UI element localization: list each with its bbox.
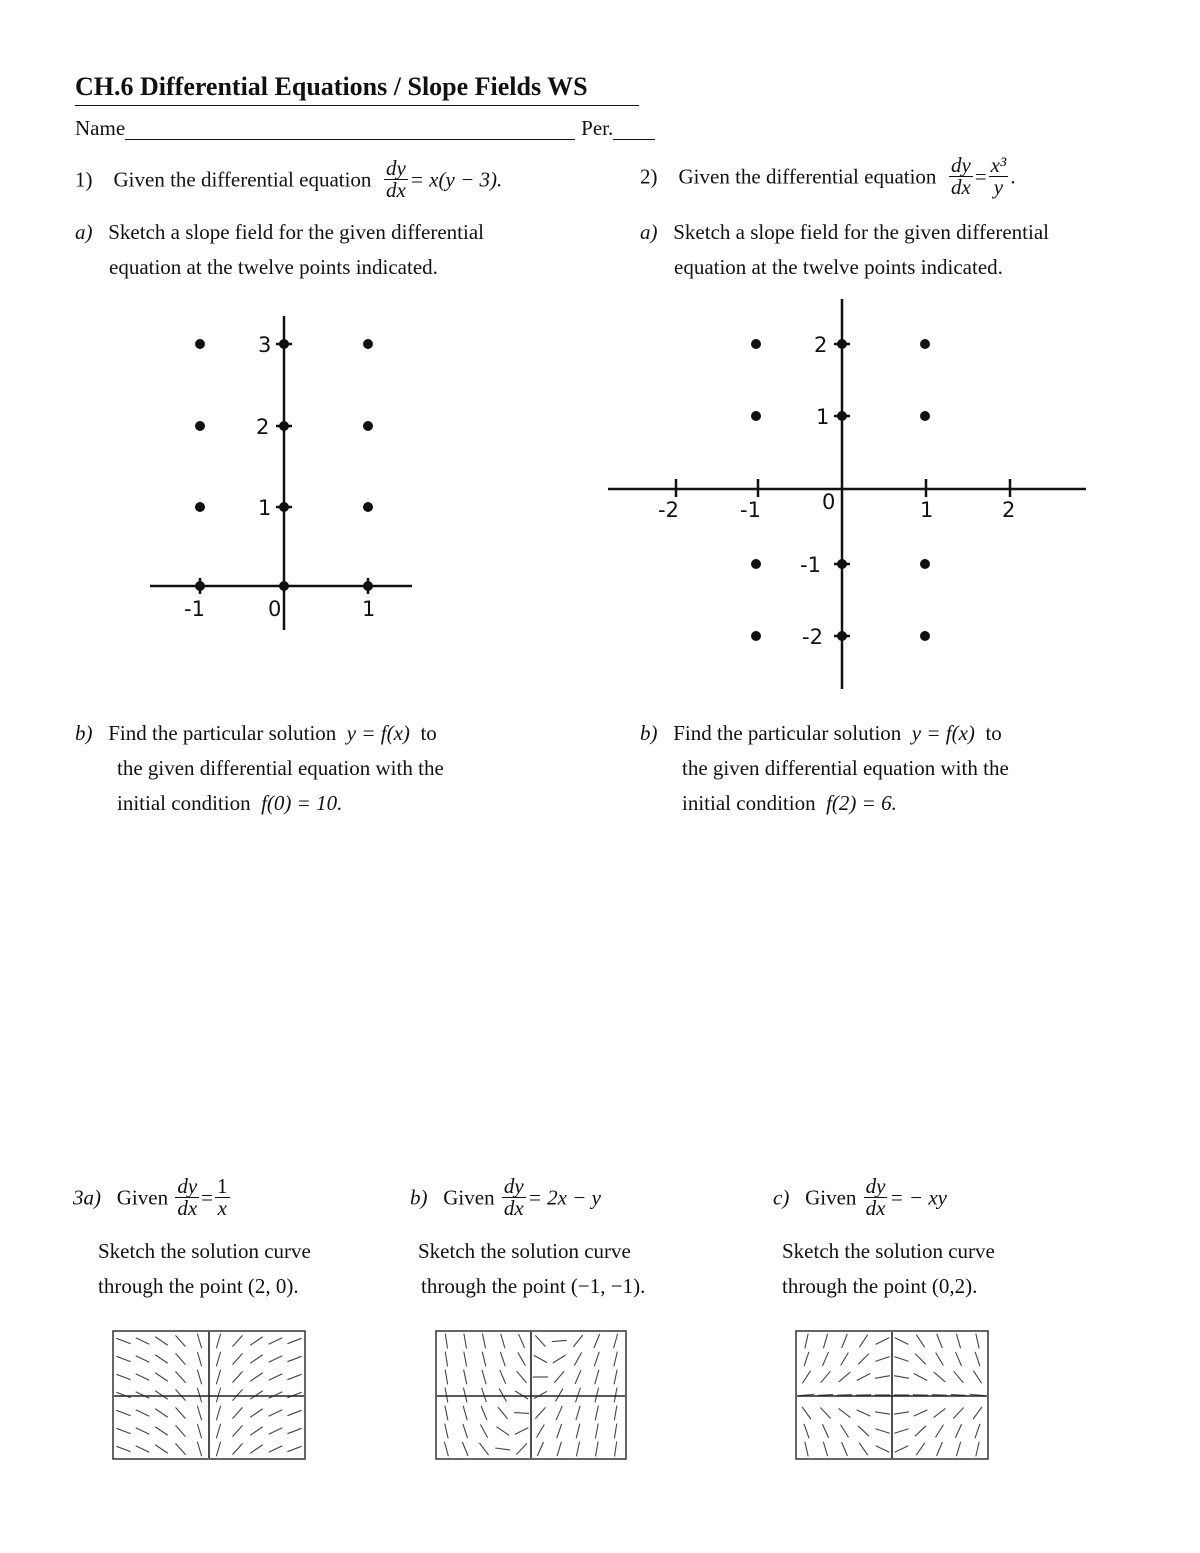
problem-1a-line2: equation at the twelve points indicated.	[109, 255, 438, 279]
slope-segment	[269, 1374, 283, 1381]
slope-segment	[535, 1335, 545, 1346]
y-label-2: 2	[814, 333, 828, 357]
slope-segment	[515, 1428, 529, 1435]
problem-2-graph[interactable]	[600, 295, 1095, 695]
slope-segment	[805, 1334, 808, 1349]
x-label-m1: -1	[740, 498, 761, 522]
slope-segment	[517, 1371, 527, 1383]
problem-1b-line3: initial condition f(0) = 10.	[117, 791, 343, 815]
point-m1-0	[195, 581, 205, 591]
slope-segment	[915, 1354, 926, 1365]
slope-segment	[934, 1408, 946, 1417]
slope-segment	[479, 1443, 488, 1455]
slope-segment	[269, 1338, 283, 1345]
slope-segment	[594, 1334, 600, 1348]
slope-segment	[841, 1353, 849, 1366]
slope-segment	[937, 1442, 943, 1456]
problem-2-derivative: $\frac{dy}{dx}$	[950, 153, 971, 199]
slope-segment	[973, 1371, 981, 1384]
slope-segment	[956, 1442, 960, 1456]
y-label-m2: -2	[802, 625, 823, 649]
slope-segment	[287, 1428, 301, 1433]
slope-segment	[136, 1392, 150, 1399]
point-0-3	[279, 339, 289, 349]
slope-segment	[287, 1446, 301, 1451]
slope-segment	[269, 1392, 283, 1399]
slope-segment	[975, 1424, 980, 1438]
problem-3b-statement: b) Given $\frac{dy}{dx}$ = 2x − y	[410, 1174, 601, 1220]
slope-field-3b[interactable]	[435, 1330, 627, 1460]
slope-segment	[445, 1334, 447, 1349]
problem-1b-line2: the given differential equation with the	[117, 756, 444, 780]
problem-3a-statement: 3a) Given $\frac{dy}{dx}$ = $\frac{1}{x}$	[73, 1174, 228, 1220]
point-0-2	[279, 421, 289, 431]
slope-segment	[615, 1442, 617, 1457]
slope-segment	[498, 1407, 507, 1419]
y-label-1: 1	[258, 496, 272, 520]
slope-segment	[287, 1392, 301, 1397]
slope-segment	[594, 1352, 599, 1366]
slope-segment	[136, 1374, 150, 1381]
slope-segment	[914, 1374, 927, 1381]
slope-segment	[519, 1334, 525, 1348]
problem-2-given: Given the differential equation	[678, 164, 937, 189]
slope-segment	[116, 1428, 130, 1433]
slope-segment	[937, 1334, 943, 1348]
slope-segment	[556, 1406, 562, 1420]
slope-segment	[554, 1371, 564, 1383]
slope-segment	[573, 1335, 582, 1347]
problem-3b-line2: through the point (−1, −1).	[421, 1274, 646, 1298]
point-1-2	[920, 339, 930, 349]
slope-segment	[216, 1424, 220, 1439]
slope-segment	[216, 1352, 220, 1367]
slope-segment	[463, 1406, 467, 1421]
slope-segment	[250, 1391, 262, 1400]
slope-segment	[176, 1407, 186, 1418]
point-m1-3	[195, 339, 205, 349]
slope-segment	[955, 1424, 961, 1438]
slope-segment	[233, 1353, 243, 1364]
problem-1a-line1: a) Sketch a slope field for the given differential	[75, 220, 484, 244]
y-label-1: 1	[816, 405, 830, 429]
slope-segment	[197, 1334, 201, 1349]
slope-segment	[500, 1370, 506, 1384]
problem-1-statement	[75, 156, 503, 203]
slope-segment	[250, 1337, 262, 1346]
slope-segment	[614, 1370, 617, 1385]
slope-segment	[876, 1338, 890, 1345]
slope-segment	[858, 1354, 869, 1365]
slope-segment	[934, 1372, 945, 1382]
slope-segment	[936, 1353, 944, 1366]
point-m1-m2	[751, 631, 761, 641]
slope-segment	[464, 1334, 467, 1349]
slope-segment	[462, 1442, 468, 1456]
point-m1-1	[751, 411, 761, 421]
slope-segment	[842, 1334, 848, 1348]
slope-segment	[805, 1442, 808, 1457]
slope-segment	[839, 1372, 850, 1382]
slope-segment	[176, 1443, 186, 1454]
slope-segment	[614, 1406, 617, 1421]
slope-segment	[155, 1355, 167, 1364]
slope-segment	[956, 1334, 960, 1349]
problem-1-number: 1)	[75, 167, 93, 192]
slope-segment	[595, 1370, 599, 1385]
slope-segment	[595, 1388, 599, 1403]
slope-segment	[233, 1371, 243, 1382]
slope-segment	[197, 1406, 201, 1421]
point-0-1	[837, 411, 847, 421]
point-0-0	[279, 581, 289, 591]
point-1-1	[363, 502, 373, 512]
period-field[interactable]	[613, 119, 655, 140]
slope-segment	[914, 1410, 928, 1416]
slope-segment	[233, 1425, 243, 1436]
slope-segment	[895, 1446, 909, 1453]
slope-segment	[463, 1424, 468, 1438]
slope-segment	[956, 1352, 962, 1366]
slope-segment	[915, 1426, 926, 1436]
slope-segment	[499, 1388, 506, 1401]
slope-segment	[197, 1388, 201, 1403]
slope-segment	[515, 1391, 528, 1399]
slope-segment	[804, 1352, 809, 1366]
point-1-m2	[920, 631, 930, 641]
slope-segment	[250, 1445, 262, 1454]
slope-segment	[497, 1427, 509, 1436]
slope-segment	[250, 1373, 262, 1382]
slope-segment	[216, 1388, 220, 1403]
point-m1-2	[195, 421, 205, 431]
problem-2-rhs: $\frac{\text{x³}}{y}$	[990, 153, 1007, 199]
slope-segment	[823, 1442, 827, 1456]
slope-segment	[535, 1407, 545, 1418]
problem-2b-line2: the given differential equation with the	[682, 756, 1009, 780]
problem-2a-line1: a) Sketch a slope field for the given differential	[640, 220, 1049, 244]
problem-1-derivative: $\frac{dy}{dx}$	[385, 156, 406, 202]
slope-segment	[197, 1442, 201, 1457]
slope-segment	[445, 1406, 448, 1421]
slope-segment	[216, 1442, 220, 1457]
slope-segment	[233, 1407, 243, 1418]
slope-segment	[176, 1389, 186, 1400]
problem-3c-statement: c) Given $\frac{dy}{dx}$ = − xy	[773, 1174, 947, 1220]
slope-segment	[875, 1429, 889, 1434]
slope-segment	[875, 1412, 890, 1414]
slope-segment	[250, 1355, 262, 1364]
slope-segment	[500, 1352, 505, 1366]
point-0-1	[279, 502, 289, 512]
slope-segment	[576, 1442, 579, 1457]
slope-segment	[975, 1352, 980, 1366]
slope-segment	[482, 1334, 485, 1349]
slope-segment	[557, 1442, 561, 1457]
slope-segment	[269, 1428, 283, 1435]
slope-segment	[250, 1427, 262, 1436]
problem-3c-line2: through the point (0,2).	[782, 1274, 978, 1298]
slope-segment	[802, 1371, 810, 1384]
page-title: CH.6 Differential Equations / Slope Fields WS	[75, 72, 639, 106]
slope-segment	[973, 1407, 982, 1419]
x-label-0: 0	[822, 490, 836, 514]
problem-2-number: 2)	[640, 164, 658, 189]
slope-segment	[445, 1424, 448, 1439]
slope-segment	[516, 1444, 526, 1455]
slope-segment	[464, 1370, 467, 1385]
slope-segment	[116, 1374, 130, 1379]
slope-segment	[820, 1407, 830, 1418]
slope-segment	[840, 1425, 848, 1438]
slope-segment	[555, 1388, 563, 1401]
slope-segment	[894, 1412, 909, 1414]
point-0-m1	[837, 559, 847, 569]
x-label-1: 1	[920, 498, 934, 522]
point-1-3	[363, 339, 373, 349]
slope-segment	[445, 1388, 448, 1403]
slope-segment	[895, 1338, 909, 1345]
problem-3a-line1: Sketch the solution curve	[98, 1239, 311, 1263]
point-m1-1	[195, 502, 205, 512]
name-field[interactable]	[125, 119, 575, 140]
slope-segment	[176, 1335, 186, 1346]
point-m1-m1	[751, 559, 761, 569]
point-1-m1	[920, 559, 930, 569]
slope-segment	[875, 1357, 889, 1362]
x-label-2: 2	[1002, 498, 1016, 522]
slope-segment	[116, 1446, 130, 1451]
slope-segment	[614, 1334, 618, 1349]
x-label-m1: -1	[184, 597, 205, 621]
slope-segment	[155, 1445, 167, 1454]
slope-segment	[269, 1410, 283, 1417]
y-label-m1: -1	[800, 553, 821, 577]
slope-segment	[935, 1425, 943, 1438]
problem-1b-line1: b) Find the particular solution y = f(x) to	[75, 721, 437, 745]
point-m1-2	[751, 339, 761, 349]
slope-segment	[576, 1406, 580, 1421]
point-0-2	[837, 339, 847, 349]
slope-segment	[250, 1409, 262, 1418]
slope-segment	[534, 1391, 547, 1398]
slope-segment	[916, 1335, 924, 1348]
slope-segment	[216, 1370, 220, 1385]
slope-segment	[954, 1371, 964, 1383]
slope-segment	[894, 1376, 909, 1379]
slope-segment	[614, 1388, 617, 1403]
point-1-1	[920, 411, 930, 421]
slope-segment	[614, 1424, 616, 1439]
slope-segment	[136, 1428, 150, 1435]
slope-segment	[575, 1370, 581, 1384]
slope-segment	[823, 1352, 829, 1366]
problem-1-graph[interactable]	[140, 310, 430, 640]
slope-segment	[534, 1355, 547, 1362]
y-label-3: 3	[258, 333, 272, 357]
slope-segment	[557, 1424, 562, 1438]
slope-segment	[482, 1352, 486, 1367]
slope-segment	[233, 1335, 243, 1346]
problem-2-statement: 2) Given the differential equation $\frac{dy}{dx}$ = $\frac{\text{x³}}{y}$ .	[640, 153, 1016, 199]
slope-segment	[953, 1407, 963, 1418]
slope-segment	[233, 1389, 243, 1400]
slope-field-3a[interactable]	[112, 1330, 306, 1460]
slope-segment	[553, 1355, 566, 1363]
problem-2b-line1: b) Find the particular solution y = f(x) to	[640, 721, 1002, 745]
slope-segment	[155, 1391, 167, 1400]
problem-3c-line1: Sketch the solution curve	[782, 1239, 995, 1263]
slope-segment	[116, 1338, 130, 1343]
slope-segment	[894, 1429, 908, 1434]
slope-segment	[595, 1424, 598, 1439]
slope-segment	[495, 1448, 510, 1450]
slope-segment	[894, 1357, 908, 1362]
slope-segment	[839, 1408, 851, 1417]
slope-segment	[445, 1370, 448, 1385]
slope-segment	[464, 1352, 467, 1367]
problem-3a-line2: through the point (2, 0).	[98, 1274, 299, 1298]
slope-segment	[176, 1353, 186, 1364]
x-label-0: 0	[268, 597, 282, 621]
slope-segment	[216, 1334, 220, 1349]
slope-segment	[155, 1373, 167, 1382]
slope-segment	[269, 1446, 283, 1453]
per-label: Per.	[581, 116, 614, 140]
slope-segment	[857, 1410, 871, 1416]
x-label-m2: -2	[658, 498, 679, 522]
slope-segment	[155, 1409, 167, 1418]
slope-segment	[537, 1425, 545, 1438]
slope-segment	[976, 1442, 979, 1457]
slope-segment	[614, 1352, 618, 1367]
slope-segment	[596, 1442, 599, 1457]
y-label-2: 2	[256, 415, 270, 439]
slope-segment	[197, 1370, 201, 1385]
name-per-row	[75, 116, 655, 140]
slope-segment	[875, 1376, 890, 1379]
slope-segment	[804, 1424, 809, 1438]
slope-segment	[197, 1352, 201, 1367]
slope-segment	[842, 1442, 848, 1456]
problem-2b-line3: initial condition f(2) = 6.	[682, 791, 897, 815]
slope-segment	[116, 1356, 130, 1361]
slope-segment	[287, 1410, 301, 1415]
slope-segment	[518, 1352, 526, 1365]
slope-segment	[136, 1338, 150, 1345]
point-1-0	[363, 581, 373, 591]
slope-segment	[445, 1352, 447, 1367]
slope-segment	[916, 1443, 925, 1455]
problem-1-given: Given the differential equation	[113, 167, 372, 192]
slope-segment	[976, 1334, 979, 1349]
slope-segment	[155, 1337, 167, 1346]
slope-segment	[537, 1442, 543, 1456]
slope-segment	[501, 1334, 505, 1349]
slope-segment	[876, 1446, 890, 1453]
slope-field-3c[interactable]	[795, 1330, 989, 1460]
slope-segment	[552, 1340, 567, 1341]
x-label-1: 1	[362, 597, 376, 621]
slope-segment	[576, 1388, 581, 1402]
slope-segment	[514, 1413, 529, 1414]
slope-segment	[859, 1335, 867, 1348]
slope-segment	[482, 1388, 487, 1402]
slope-segment	[822, 1424, 828, 1438]
slope-segment	[802, 1407, 811, 1419]
slope-segment	[481, 1406, 487, 1420]
slope-segment	[480, 1424, 487, 1437]
problem-3b-line1: Sketch the solution curve	[418, 1239, 631, 1263]
slope-segment	[859, 1443, 868, 1455]
name-label: Name	[75, 116, 126, 140]
slope-segment	[858, 1426, 869, 1436]
slope-segment	[821, 1371, 831, 1383]
slope-segment	[823, 1334, 827, 1349]
slope-segment	[857, 1374, 870, 1381]
slope-segment	[116, 1410, 130, 1415]
slope-segment	[595, 1406, 598, 1421]
slope-segment	[176, 1425, 186, 1436]
point-0-m2	[837, 631, 847, 641]
slope-segment	[576, 1424, 580, 1439]
slope-segment	[136, 1356, 150, 1363]
problem-2a-line2: equation at the twelve points indicated.	[674, 255, 1003, 279]
point-1-2	[363, 421, 373, 431]
slope-segment	[574, 1352, 581, 1365]
slope-segment	[136, 1446, 150, 1453]
slope-segment	[287, 1374, 301, 1379]
slope-segment	[444, 1442, 448, 1457]
slope-segment	[155, 1427, 167, 1436]
slope-segment	[233, 1443, 243, 1454]
slope-segment	[197, 1424, 201, 1439]
slope-segment	[482, 1370, 486, 1385]
slope-segment	[176, 1371, 186, 1382]
slope-segment	[116, 1392, 130, 1397]
slope-segment	[463, 1388, 467, 1403]
slope-segment	[136, 1410, 150, 1417]
slope-segment	[287, 1338, 301, 1343]
slope-segment	[287, 1356, 301, 1361]
problem-1-rhs: = x(y − 3).	[409, 167, 503, 192]
slope-segment	[269, 1356, 283, 1363]
slope-segment	[216, 1406, 220, 1421]
